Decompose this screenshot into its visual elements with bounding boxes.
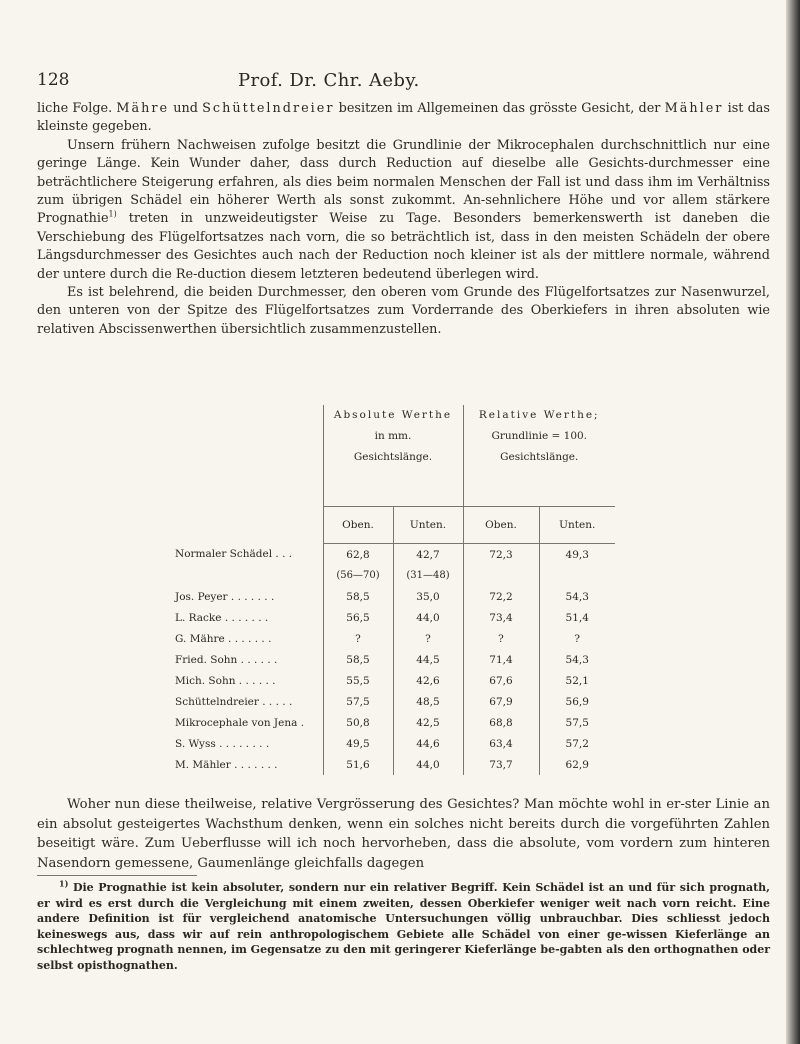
cell-abs-oben-range: (56—70) <box>323 565 393 586</box>
cell-rel-unten: 57,5 <box>539 712 615 733</box>
name-maehler: Mähler <box>664 101 724 116</box>
row-label: G. Mähre . . . . . . . <box>175 632 272 645</box>
cell-rel-unten: ? <box>539 628 615 649</box>
cell-rel-oben: 72,2 <box>463 586 539 607</box>
cell-rel-oben: 72,3 <box>463 544 539 566</box>
cell-rel-oben: 73,4 <box>463 607 539 628</box>
cell-rel-oben: 63,4 <box>463 733 539 754</box>
absolute-values-header <box>323 405 463 507</box>
row-label: Jos. Peyer . . . . . . . <box>175 590 275 603</box>
cell-abs-unten: 44,0 <box>393 754 463 775</box>
row-label: Mikrocephale von Jena . <box>175 716 305 729</box>
table-row <box>175 754 615 775</box>
name-maehre: Mähre <box>116 101 170 116</box>
table-corner <box>175 405 323 507</box>
relative-values-header <box>463 405 615 507</box>
p1-text-c: und <box>173 101 198 116</box>
table-row <box>175 733 615 754</box>
paragraph-3: Es ist belehrend, die beiden Durchmesser, den oberen vom Grunde des Flügelfortsatzes zur Nasenwurzel, den unteren von der Spitze des Flügelfortsatzes zum Vorderrande des Oberkiefers in ihren absoluten wie relativen Abscissenwerthen übersichtlich zusammenzustellen. <box>37 285 770 337</box>
absolute-unit: in mm. <box>374 430 412 442</box>
cell-abs-unten-range: (31—48) <box>393 565 463 586</box>
cell-rel-unten: 54,3 <box>539 586 615 607</box>
cell-abs-oben: 62,8 <box>323 544 393 566</box>
table-row <box>175 649 615 670</box>
relative-heading: Relative Werthe; <box>478 409 600 421</box>
name-schuettelndreier: Schüttelndreier <box>202 101 335 116</box>
p1-text-f: ist das kleinste gegeben. <box>37 101 770 135</box>
cell-rel-oben: 68,8 <box>463 712 539 733</box>
footnote-ref[interactable]: 1) <box>108 210 117 220</box>
footnote-divider <box>37 875 197 876</box>
relative-basis: Grundlinie = 100. <box>491 430 588 442</box>
table-row-range <box>175 565 615 586</box>
table-row <box>175 712 615 733</box>
cell-rel-unten: 52,1 <box>539 670 615 691</box>
cell-abs-oben: 51,6 <box>323 754 393 775</box>
row-label: Normaler Schädel . . . <box>175 548 293 561</box>
table-header-row <box>175 405 615 507</box>
cell-abs-unten: 44,5 <box>393 649 463 670</box>
table-row <box>175 544 615 566</box>
table-row <box>175 586 615 607</box>
cell-rel-oben: 67,6 <box>463 670 539 691</box>
col-header-abs-oben: Oben. <box>323 507 393 544</box>
cell-abs-oben: 49,5 <box>323 733 393 754</box>
absolute-subject: Gesichtslänge. <box>353 451 433 463</box>
measurement-table <box>175 405 615 775</box>
p1-text-a: liche Folge. <box>37 101 113 116</box>
cell-rel-unten: 54,3 <box>539 649 615 670</box>
book-edge-shadow <box>786 0 800 1044</box>
cell-abs-unten: 44,6 <box>393 733 463 754</box>
footnote-marker: 1) <box>59 878 69 889</box>
cell-abs-oben: 55,5 <box>323 670 393 691</box>
page-header <box>0 70 790 94</box>
table-row <box>175 628 615 649</box>
footnote-text: Die Prognathie ist kein absoluter, sondern nur ein relativer Begriff. Kein Schädel ist an und für sich prognath, er wird es erst durch die Vergleichung mit einem zweiten, dessen Oberkiefer weniger weit nach vorn reicht. Eine andere Definition ist für vergleichend anatomische Untersuchungen völlig unbrauchbar. Dies schliesst jedoch keineswegs aus, dass wir auf rein anthropologischem Gebiete alle Schädel von einer ge-wissen Kieferlänge an schlechtweg prognath nennen, im Gegensatze zu den mit geringerer Kieferlänge be-gabten als den orthognathen oder selbst opisthognathen. <box>37 881 771 972</box>
table-row <box>175 691 615 712</box>
cell-abs-oben: 58,5 <box>323 649 393 670</box>
cell-rel-unten <box>539 565 615 586</box>
cell-abs-unten: 44,0 <box>393 607 463 628</box>
table-row <box>175 670 615 691</box>
absolute-heading: Absolute Werthe <box>333 409 453 421</box>
cell-abs-oben: ? <box>323 628 393 649</box>
cell-abs-unten: 42,7 <box>393 544 463 566</box>
cell-abs-oben: 58,5 <box>323 586 393 607</box>
page-number: 128 <box>37 70 70 90</box>
cell-rel-unten: 62,9 <box>539 754 615 775</box>
cell-rel-unten: 56,9 <box>539 691 615 712</box>
cell-abs-unten: 42,5 <box>393 712 463 733</box>
table-row <box>175 607 615 628</box>
relative-subject: Gesichtslänge. <box>500 451 579 463</box>
cell-rel-unten: 49,3 <box>539 544 615 566</box>
cell-abs-oben: 56,5 <box>323 607 393 628</box>
row-label: Fried. Sohn . . . . . . <box>175 653 278 666</box>
cell-abs-unten: ? <box>393 628 463 649</box>
cell-rel-oben: 67,9 <box>463 691 539 712</box>
table-corner-sub <box>175 507 323 544</box>
col-header-rel-unten: Unten. <box>539 507 615 544</box>
cell-abs-unten: 35,0 <box>393 586 463 607</box>
body-text-upper <box>37 100 770 339</box>
row-label: Mich. Sohn . . . . . . <box>175 674 276 687</box>
col-header-abs-unten: Unten. <box>393 507 463 544</box>
p2-text-b: treten in unzweideutigster Weise zu Tage. Besonders bemerkenswerth ist daneben die Verschiebung des Flügelfortsatzes nach vorn, die so beträchtlich ist, dass in den meisten Schädeln der obere Längsdurchmesser des Gesichtes auch nach der Reduction noch kleiner ist als der mittlere normale, während der untere durch die Re-duction diesem letzteren bedeutend überlegen wird. <box>37 211 770 282</box>
footnote <box>37 880 770 974</box>
row-label <box>175 565 323 586</box>
cell-rel-unten: 51,4 <box>539 607 615 628</box>
paragraph-2 <box>37 137 770 284</box>
cell-rel-unten: 57,2 <box>539 733 615 754</box>
running-head: Prof. Dr. Chr. Aeby. <box>238 70 420 91</box>
cell-rel-oben: 71,4 <box>463 649 539 670</box>
cell-rel-oben <box>463 565 539 586</box>
row-label: M. Mähler . . . . . . . <box>175 758 278 771</box>
col-header-rel-oben: Oben. <box>463 507 539 544</box>
cell-rel-oben: ? <box>463 628 539 649</box>
row-label: L. Racke . . . . . . . <box>175 611 269 624</box>
cell-rel-oben: 73,7 <box>463 754 539 775</box>
table-subheader-row <box>175 507 615 544</box>
body-text-lower <box>37 795 770 873</box>
p1-text-e: besitzen im Allgemeinen das grösste Gesicht, der <box>338 101 661 116</box>
p2-text-a: Unsern frühern Nachweisen zufolge besitzt die Grundlinie der Mikrocephalen durchschnittlich nur eine geringe Länge. Kein Wunder daher, dass durch Reduction auf dieselbe alle Gesichts-durchmesser eine beträchtlichere Steigerung erfahren, als dies beim normalen Menschen der Fall ist und dass ihm im Verhältniss zum übrigen Schädel ein höherer Werth als sonst zukommt. An-sehnlichere Höhe und vor allem stärkere Prognathie <box>37 137 770 227</box>
footnote-paragraph <box>37 880 770 974</box>
cell-abs-oben: 57,5 <box>323 691 393 712</box>
cell-abs-unten: 48,5 <box>393 691 463 712</box>
paragraph-1 <box>37 100 770 137</box>
cell-abs-oben: 50,8 <box>323 712 393 733</box>
row-label: Schüttelndreier . . . . . <box>175 695 293 708</box>
paragraph-4: Woher nun diese theilweise, relative Vergrösserung des Gesichtes? Man möchte wohl in er-ster Linie an ein absolut gesteigertes Wachsthum denken, wenn ein solches nicht bereits durch die vorgeführten Zahlen beseitigt wäre. Zum Ueberflusse will ich noch hervorheben, dass die absolute, vom vordern zum hinteren Nasendorn gemessene, Gaumenlänge gleichfalls dagegen <box>37 797 770 871</box>
row-label: S. Wyss . . . . . . . . <box>175 737 270 750</box>
cell-abs-unten: 42,6 <box>393 670 463 691</box>
